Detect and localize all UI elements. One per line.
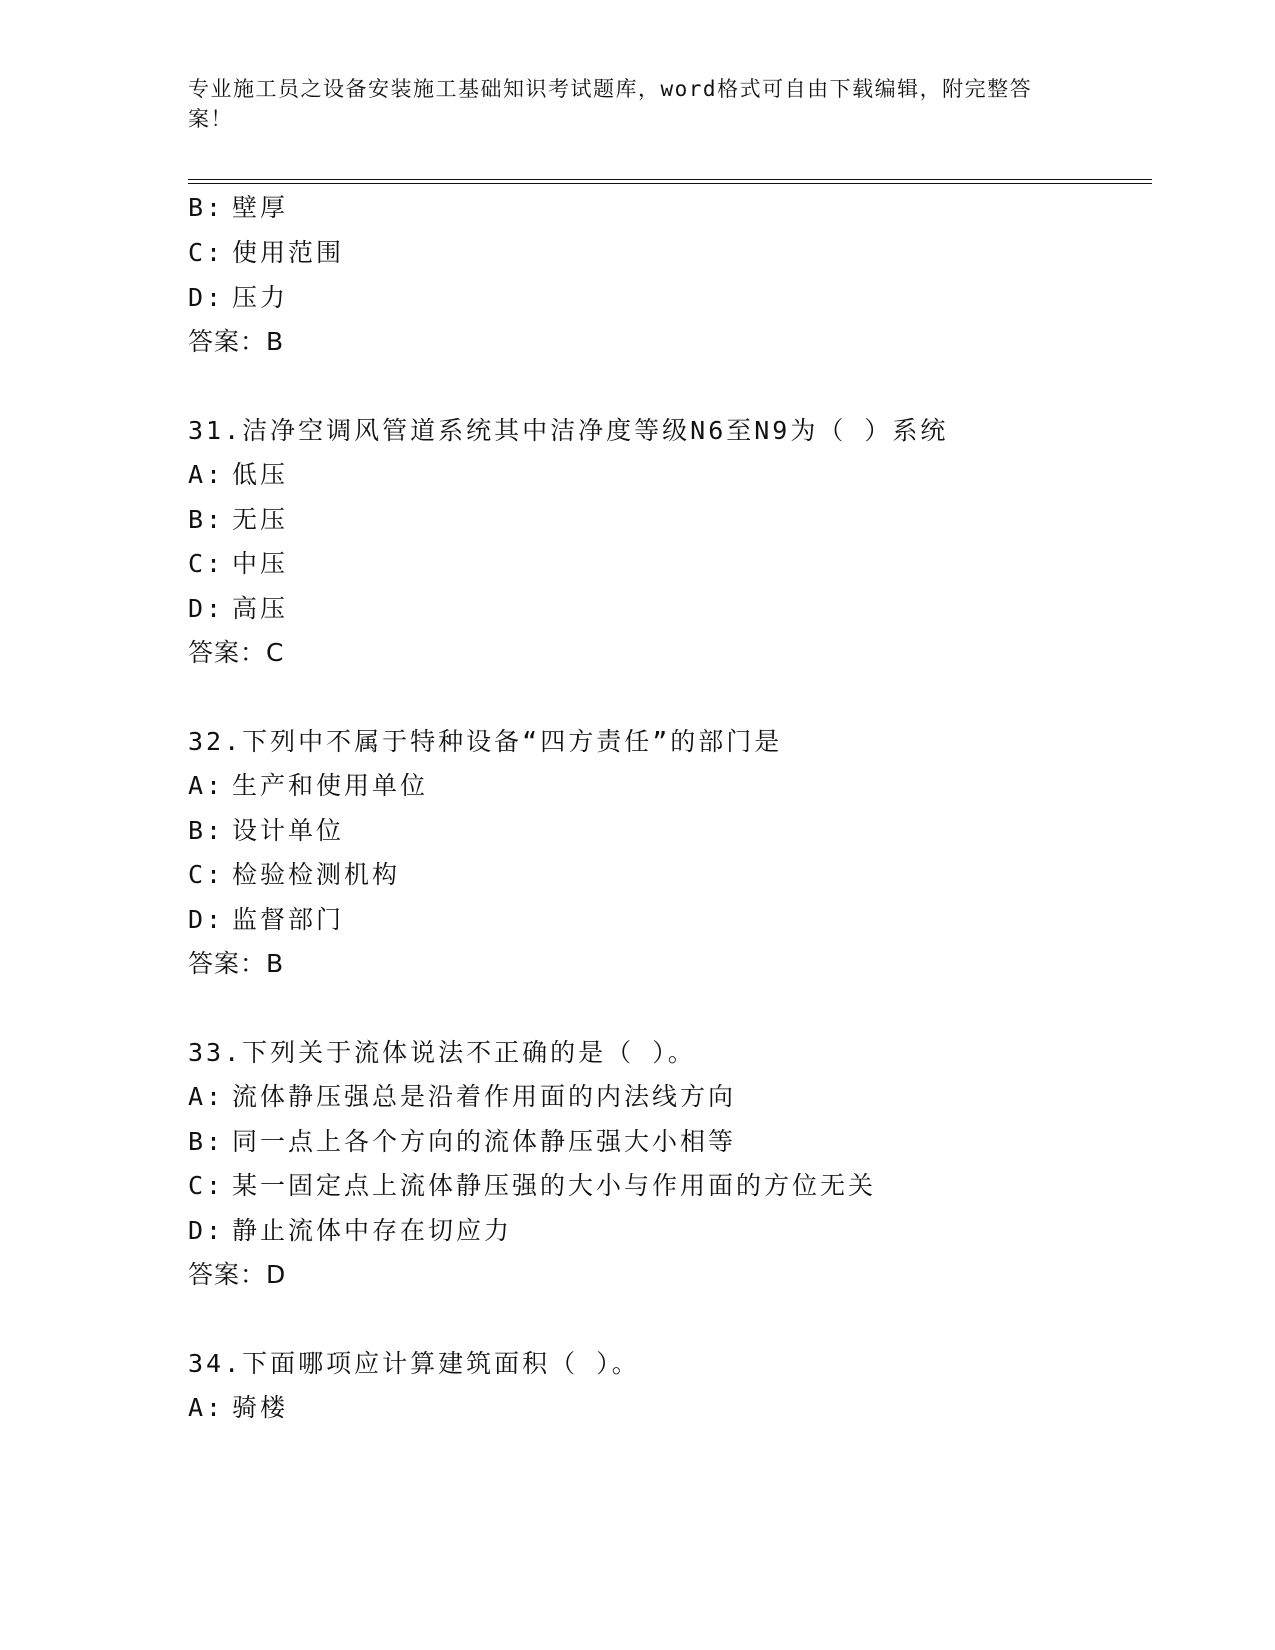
question-31-stem: 31.洁净空调风管道系统其中洁净度等级N6至N9为（ ）系统	[188, 416, 949, 445]
document-header: 专业施工员之设备安装施工基础知识考试题库，word格式可自由下载编辑，附完整答案！	[188, 77, 1033, 131]
option-b: B: 无压	[188, 505, 289, 534]
answer-33: 答案：D	[188, 1260, 287, 1289]
answer-32: 答案：B	[188, 949, 285, 978]
option-b: B: 同一点上各个方向的流体静压强大小相等	[188, 1127, 737, 1156]
option-a: A: 生产和使用单位	[188, 771, 429, 800]
option-c: C: 某一固定点上流体静压强的大小与作用面的方位无关	[188, 1171, 877, 1200]
answer-31: 答案：C	[188, 638, 285, 667]
option-d: D: 高压	[188, 594, 289, 623]
option-c: C: 中压	[188, 549, 289, 578]
option-b: B: 设计单位	[188, 816, 345, 845]
option-c: C: 使用范围	[188, 238, 345, 267]
option-a: A: 流体静压强总是沿着作用面的内法线方向	[188, 1082, 737, 1111]
option-a: A: 低压	[188, 460, 289, 489]
question-34-stem: 34.下面哪项应计算建筑面积（ ）。	[188, 1349, 640, 1378]
option-c: C: 检验检测机构	[188, 860, 401, 889]
option-a: A: 骑楼	[188, 1393, 289, 1422]
option-b: B: 壁厚	[188, 193, 289, 222]
header-divider-bottom	[188, 183, 1152, 184]
option-d: D: 静止流体中存在切应力	[188, 1216, 513, 1245]
answer-30: 答案：B	[188, 327, 285, 356]
header-divider-top	[188, 179, 1152, 180]
option-d: D: 压力	[188, 283, 289, 312]
question-33-stem: 33.下列关于流体说法不正确的是（ ）。	[188, 1038, 696, 1067]
option-d: D: 监督部门	[188, 905, 345, 934]
question-32-stem: 32.下列中不属于特种设备“四方责任”的部门是	[188, 727, 783, 756]
